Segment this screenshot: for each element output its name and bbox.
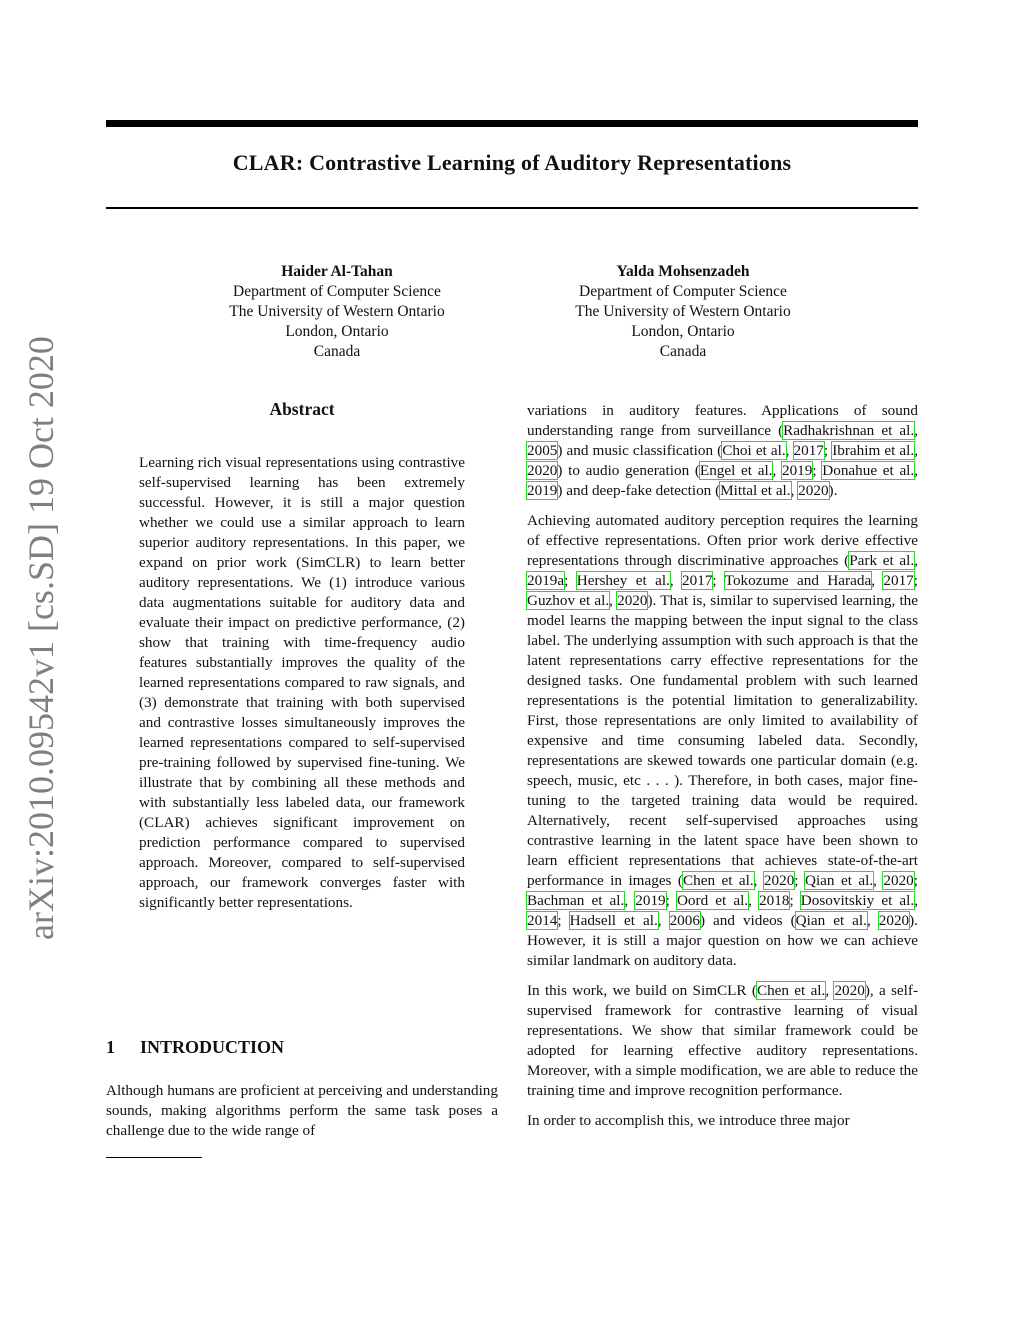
text-span: variations in auditory features. Applications of sound understanding range from surveillance ( [527,402,918,439]
citation-link[interactable]: 2020 [798,482,829,499]
text-span: ; [557,912,570,929]
author-name: Yalda Mohsenzadeh [616,263,750,280]
citation-link[interactable]: Chen et al. [682,872,754,889]
citation-link[interactable]: 2019 [781,462,813,479]
citation-link[interactable]: Qian et al. [804,872,874,889]
author-department: Department of Computer Science [579,283,787,300]
citation-link[interactable]: Bachman et al. [527,892,625,909]
text-span: , [609,592,618,609]
text-span: ; [665,892,677,909]
text-span: ; [913,872,918,889]
citation-link[interactable]: Guzhov et al. [527,592,610,609]
author-university: The University of Western Ontario [229,303,445,320]
paragraph-4: In order to accomplish this, we introduce three major [527,1112,850,1129]
paragraph-2 [527,511,918,971]
citation-link[interactable]: Qian et al. [795,912,867,929]
text-span: , [914,422,918,439]
text-span: , [785,442,794,459]
text-span: , [748,892,760,909]
text-span: ; [812,462,823,479]
citation-link[interactable]: Ibrahim et al. [832,442,915,459]
text-span: ; [823,442,833,459]
text-span: ). [828,482,838,499]
citation-link[interactable]: Dosovitskiy et al. [800,892,915,909]
text-span: , [914,892,918,909]
author-university: The University of Western Ontario [575,303,791,320]
citation-link[interactable]: 2020 [883,872,914,889]
text-span: , [753,872,764,889]
citation-link[interactable]: 2014 [527,912,558,929]
introduction-text-left: Although humans are proficient at perceiving and understanding sounds, making algorithms perform the same task poses a challenge due to the wide range of [106,1082,498,1139]
section-number: 1 [106,1037,115,1057]
citation-link[interactable]: 2019 [635,892,666,909]
author-name: Haider Al-Tahan [281,263,393,280]
paragraph-1 [527,401,918,501]
right-column [527,401,918,1141]
citation-link[interactable]: 2020 [878,912,910,929]
paragraph-3 [527,981,918,1101]
author-country: Canada [659,343,707,360]
author-block-1 [167,262,507,362]
citation-link[interactable]: Oord et al. [676,892,749,909]
citation-link[interactable]: Engel et al. [699,462,773,479]
title-bottom-rule [106,207,918,209]
text-span: , [772,462,782,479]
citation-link[interactable]: 2006 [669,912,700,929]
arxiv-identifier: arXiv:2010.09542v1 [cs.SD] 19 Oct 2020 [21,336,61,940]
text-span: , [866,912,879,929]
citation-link[interactable]: 2020 [617,592,648,609]
text-span: , [873,872,884,889]
text-span: ) and deep-fake detection ( [557,482,721,499]
citation-link[interactable]: Donahue et al. [822,462,915,479]
author-country: Canada [313,343,361,360]
abstract-heading: Abstract [269,399,335,419]
citation-link[interactable]: 2005 [527,442,558,459]
author-city: London, Ontario [631,323,735,340]
citation-link[interactable]: 2020 [527,462,558,479]
citation-link[interactable]: 2019 [527,482,558,499]
text-span: , [914,552,918,569]
text-span: In this work, we build on SimCLR ( [527,982,757,999]
text-span: ). That is, similar to supervised learning, the model learns the mapping between the input signal to the class label. The underlying assumption with such approach is that the latent representations carry effective representations for the designed tasks. One fundamental problem with such learned representations is the potential limitation to generalizability. First, those representations are only limited to availability of expensive and time consuming labeled data. Secondly, representations are skewed towards one particular domain (e.g. speech, music, etc . . . ). Therefore, in both cases, major fine-tuning to the targeted training data would be required. Alternatively, recent self-supervised approaches using contrastive learning in the latent space have been shown to learn efficient representations that achieves state-of-the-art performance in images ( [527,592,918,889]
citation-link[interactable]: 2017 [793,442,824,459]
footnote-rule [106,1157,202,1158]
citation-link[interactable]: 2017 [682,572,713,589]
author-block-2 [513,262,853,362]
text-span: ; [789,892,801,909]
citation-link[interactable]: Mittal et al. [720,482,791,499]
text-span: , [790,482,799,499]
citation-link[interactable]: 2020 [763,872,795,889]
text-span: , [914,462,918,479]
citation-link[interactable]: Hershey et al. [576,572,670,589]
text-span: ; [913,572,918,589]
text-span: , [825,982,835,999]
text-span: ; [794,872,805,889]
text-span: ). However, it is still a major question on how we can achieve similar landmark on auditory data. [527,912,918,969]
text-span: , [669,572,683,589]
citation-link[interactable]: Park et al. [849,552,915,569]
title-top-rule [106,120,918,127]
citation-link[interactable]: 2018 [759,892,790,909]
text-span: ) to audio generation ( [557,462,700,479]
text-span: ) and videos ( [699,912,796,929]
citation-link[interactable]: 2020 [834,982,865,999]
author-city: London, Ontario [285,323,389,340]
text-span: , [871,572,884,589]
citation-link[interactable]: Radhakrishnan et al. [783,422,915,439]
text-span: , [657,912,670,929]
citation-link[interactable]: Choi et al. [722,442,786,459]
citation-link[interactable]: Hadsell et al. [569,912,658,929]
author-department: Department of Computer Science [233,283,441,300]
text-span: Achieving automated auditory perception requires the learning of effective representations. Often prior work derive effective representations through discriminative approaches ( [527,512,918,569]
text-span: ; [564,572,577,589]
section-title: INTRODUCTION [140,1037,285,1057]
abstract-text: Learning rich visual representations using contrastive self-supervised learning has been extremely successful. However, it is still a major question whether we could use a similar approach to learn superior auditory representations. In this paper, we expand on prior work (SimCLR) to learn better auditory representations. We (1) introduce various data augmentations suitable for auditory data and evaluate their impact on predictive performance, (2) show that training with time-frequency audio features substantially improves the quality of the learned representations compared to raw signals, and (3) demonstrate that training with both supervised and contrastive losses simultaneously improves the learned representations compared to self-supervised pre-training followed by supervised fine-tuning. We illustrate that by combining all these methods and with substantially less labeled data, our framework (CLAR) achieves significant improvement on prediction performance compared to supervised approach. Moreover, compared to self-supervised approach, our framework converges faster with significantly better representations. [139,454,465,911]
text-span: ), a self-supervised framework for contrastive learning of visual representations. We show that similar framework could be adopted for learning effective auditory representations. Moreover, with a simple modification, we are able to reduce the training time and improve recognition performance. [527,982,919,1099]
paper-title: CLAR: Contrastive Learning of Auditory Representations [232,150,792,175]
citation-link[interactable]: 2017 [883,572,914,589]
citation-link[interactable]: Tokozume and Harada [724,572,872,589]
text-span: ; [712,572,725,589]
text-span: , [624,892,636,909]
section-heading-introduction [106,1037,498,1058]
citation-link[interactable]: Chen et al. [756,982,826,999]
text-span: ) and music classification ( [557,442,723,459]
text-span: , [914,442,918,459]
citation-link[interactable]: 2019a [527,572,565,589]
